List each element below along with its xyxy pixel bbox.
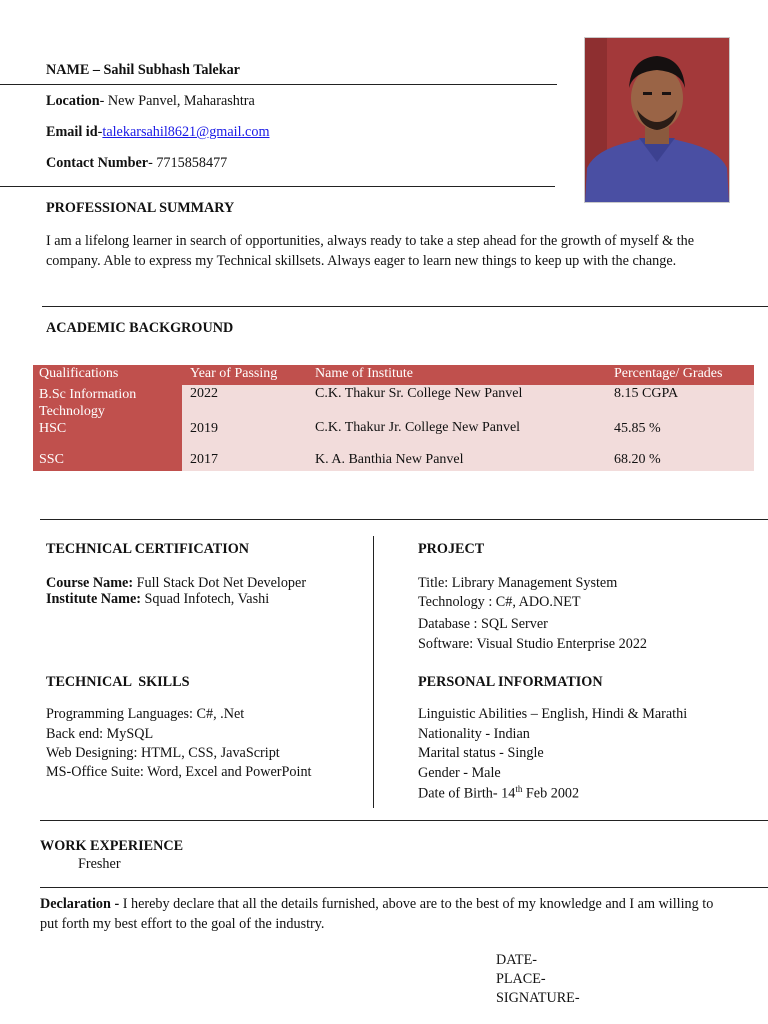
place-field: PLACE- [496,971,546,987]
skills-heading: TECHNICAL SKILLS [46,674,190,690]
column-divider [373,536,374,808]
row-qualification-bg [33,385,182,421]
column-header-institute: Name of Institute [315,366,413,381]
academic-heading: ACADEMIC BACKGROUND [46,320,234,336]
work-divider [40,887,768,888]
row-institute: C.K. Thakur Sr. College New Panvel [315,386,523,401]
row-grade: 8.15 CGPA [614,386,679,401]
email-line [46,124,270,141]
row-institute: K. A. Banthia New Panvel [315,452,464,467]
name-label: NAME – [46,62,100,78]
project-heading: PROJECT [418,541,485,557]
row-qualification-bg [33,421,182,451]
declaration-text: I hereby declare that all the details furnished, above are to the best of my knowledge and I am willing to put forth my best effort to the goal of the industry. [40,896,717,932]
row-year: 2022 [190,386,218,401]
work-heading: WORK EXPERIENCE [40,838,184,854]
skill-item: Programming Languages: C#, .Net [46,706,245,722]
declaration-label: Declaration - [40,896,120,912]
institute-value: Squad Infotech, Vashi [144,591,270,607]
name-value: Sahil Subhash Talekar [103,62,240,78]
row-details-bg [182,451,754,471]
skill-item: Web Designing: HTML, CSS, JavaScript [46,745,280,761]
personal-heading: PERSONAL INFORMATION [418,674,603,690]
summary-heading: PROFESSIONAL SUMMARY [46,200,235,216]
header-divider-top [0,84,557,85]
row-grade: 68.20 % [614,452,661,467]
email-separator: - [97,124,103,140]
table-row [33,421,754,451]
certification-heading: TECHNICAL CERTIFICATION [46,541,250,557]
dob-prefix: Date of Birth- 14 [418,785,516,802]
project-database: Database : SQL Server [418,616,548,632]
nationality: Nationality - Indian [418,726,530,742]
institute-label: Institute Name: [46,591,141,607]
summary-text: I am a lifelong learner in search of opportunities, always ready to take a step ahead for the growth of myself & the company. Able to express my Technical skillsets. Always eager to learn new things to keep up with the change. [46,233,695,269]
contact-label: Contact Number [46,155,149,171]
course-label: Course Name: [46,575,134,591]
contact-value: - 7715858477 [148,155,228,171]
header-divider-bottom [0,186,555,187]
date-field: DATE- [496,952,537,968]
skill-item: MS-Office Suite: Word, Excel and PowerPoint [46,764,312,780]
column-header-year: Year of Passing [190,366,278,381]
project-title: Title: Library Management System [418,575,618,591]
course-line [46,575,306,592]
project-technology: Technology : C#, ADO.NET [418,594,581,610]
row-year: 2019 [190,421,218,436]
section-divider [40,820,768,821]
contact-line [46,155,227,172]
location-value: - New Panvel, Maharashtra [99,93,255,109]
academic-divider [40,519,768,520]
linguistic-label: Linguistic Abilities [418,706,528,722]
row-year: 2017 [190,452,218,467]
signature-field: SIGNATURE- [496,990,580,1006]
row-qualification-bg [33,451,182,471]
profile-photo [584,37,730,203]
table-header-row [33,365,754,385]
row-qualification: SSC [39,452,64,467]
linguistic-line [418,706,687,723]
row-qualification: B.Sc Information Technology [39,387,137,419]
email-link[interactable]: talekarsahil8621@gmail.com [102,124,270,140]
table-row [33,385,754,421]
date-of-birth [418,784,579,803]
column-header-grade: Percentage/ Grades [614,366,723,381]
row-institute: C.K. Thakur Jr. College New Panvel [315,420,521,435]
row-qualification: HSC [39,421,67,436]
dob-suffix: Feb 2002 [522,785,580,802]
linguistic-value: – English, Hindi & Marathi [530,706,688,722]
work-value: Fresher [78,856,121,872]
column-header-qualifications: Qualifications [39,366,119,381]
row-grade: 45.85 % [614,421,661,436]
dob-superscript: th [515,784,523,794]
institute-line [46,591,269,608]
summary-divider [42,306,768,307]
row-details-bg [182,385,754,421]
table-row [33,451,754,471]
skill-item: Back end: MySQL [46,726,154,742]
project-software: Software: Visual Studio Enterprise 2022 [418,636,648,652]
gender: Gender - Male [418,765,501,781]
name-line [46,62,240,79]
declaration [40,894,730,934]
course-value: Full Stack Dot Net Developer [136,575,307,591]
location-label: Location [46,93,100,109]
row-details-bg [182,421,754,451]
email-label: Email id [46,124,98,140]
marital-status: Marital status - Single [418,745,544,761]
location-line [46,93,255,110]
